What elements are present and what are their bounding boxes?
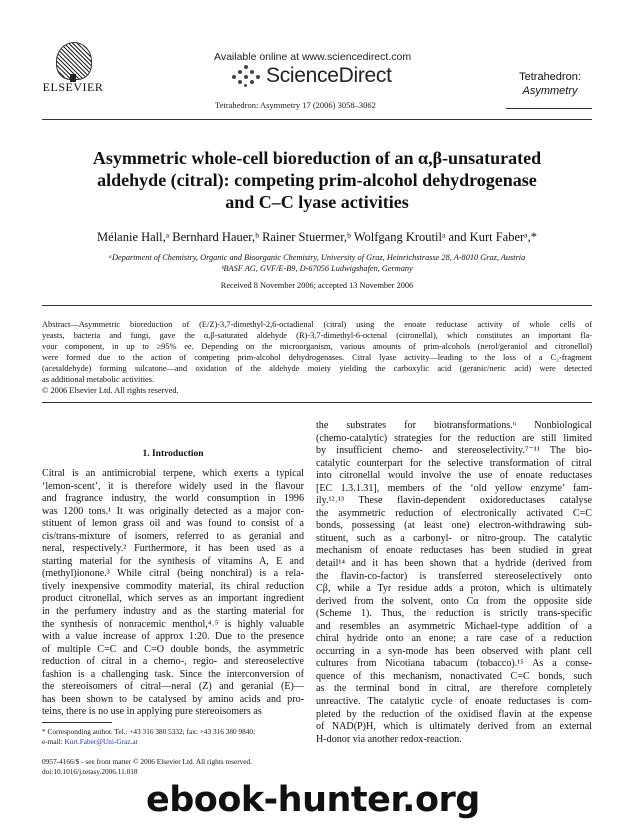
author-list: Mélanie Hall,ᵃ Bernhard Hauer,ᵇ Rainer Stuermer,ᵇ Wolfgang Kroutilᵃ and Kurt Faberᵃ,* [97, 230, 537, 244]
body-text-line: as the terminal bond in citral, are therefore completely [316, 683, 592, 695]
body-text-line: Citral is an antimicrobial terpene, which exerts a typical [42, 468, 304, 479]
abstract-line: (acetaldehyde) forming sulcatone—and oxidation of the aldehyde moiety yielding the carboxylic acid (geranic/neric acid) were detected [42, 363, 592, 373]
body-text-line: starting material for the synthesis of vitamins A, E and [42, 555, 304, 567]
title-line: and C–C lyase activities [225, 192, 409, 212]
body-text-line: cultures from Nicotiana tabacum (tobacco).¹⁵ As a conse- [316, 658, 592, 670]
body-text-line: and fragrance industry, the world consumption in 1996 [42, 493, 304, 505]
body-text-line: the stereoisomers of citral—neral (Z) and geranial (E)— [42, 681, 304, 693]
body-text-line: occurring in a syn-mode has been observed with plant cell [316, 645, 592, 657]
journal-logo-line2: Asymmetry [522, 85, 578, 97]
body-text-line: pleted by the reduction of the oxidised flavin at the expense [316, 708, 592, 720]
body-text-line: Cβ, while a Tyr residue adds a proton, which is ultimately [316, 583, 592, 595]
body-text-line: the asymmetric reduction of electronically activated C=C [316, 507, 592, 519]
abstract-line: were formed due to the action of competing prim-alcohol dehydrogenases. Citral lyase activity—leading to the loss of a C₂-fragment [42, 352, 592, 362]
body-text-line: stituent of lemon grass oil and was found to consist of a [42, 518, 304, 530]
affiliations [42, 252, 592, 274]
affiliation-b: ᵇBASF AG, GVF/E-B9, D-67056 Ludwigshafen, Germany [221, 264, 413, 273]
body-text-line: cis/trans-mixture of isomers, referred to as geranial and [42, 530, 304, 542]
footnote-email-prefix: e-mail: [42, 737, 65, 746]
abstract-line: vour component, in up to ≥95% ee. Depending on the microorganism, various amounts of prim-alcohols (nerol/geraniol and citronellol) [42, 341, 592, 351]
body-text-line: into citronellal would involve the use of enoate reductases [316, 470, 592, 482]
body-text-line: (Scheme 1). Thus, the reduction is strictly trans-specific [316, 608, 592, 620]
sciencedirect-logo [232, 64, 392, 88]
journal-reference: Tetrahedron: Asymmetry 17 (2006) 3058–3062 [215, 100, 376, 110]
body-text-line: neral, respectively.² Furthermore, it has been used as a [42, 543, 304, 555]
body-text-line: derived from the solvent, onto Cα from the opposite side [316, 595, 592, 607]
email-link[interactable]: Kurt.Faber@Uni-Graz.at [64, 737, 138, 746]
body-text-line: of multiple C=C and C=O double bonds, the asymmetric [42, 643, 304, 655]
sciencedirect-wordmark: ScienceDirect [266, 64, 392, 87]
body-text-line: the flavin-co-factor) is transferred stereoselectively onto [316, 570, 592, 582]
abstract [42, 320, 592, 385]
body-text-line: bonds, possessing (at least one) electron-withdrawing sub- [316, 520, 592, 532]
front-matter [42, 757, 252, 777]
abstract-line: yeasts, bacteria and fungi, gave the α,β-saturated aldehyde (R)-3,7-dimethyl-6-octenal (citronellal), which constitutes an important fla- [42, 330, 592, 340]
body-text-line: chiral hydride onto an enone; a rare case of a reduction [316, 633, 592, 645]
body-text-line: quence of this mechanism, nonactivated C=C bonds, such [316, 670, 592, 682]
footnote-line: * Corresponding author. Tel.: +43 316 380 5332; fax: +43 316 380 9840; [42, 727, 256, 736]
body-text-line: in the perfumery industry and as the starting material for [42, 606, 304, 618]
footnote-rule [42, 722, 112, 723]
abstract-line: as additional metabolic activities. [42, 374, 155, 384]
body-text-line: H-donor via another redox-reaction. [316, 733, 462, 745]
body-text-line: ily.¹²˒¹³ These flavin-dependent oxidoreductases catalyse [316, 495, 592, 507]
body-text-line: ‘lemon-scent’, it is therefore widely used in the flavour [42, 480, 304, 492]
body-text-line: catalytic counterpart for the selective transformation of citral [316, 457, 592, 469]
body-text-line: the substrates for biotransformations.⁶ Nonbiological [316, 420, 592, 431]
footnote [42, 727, 312, 747]
body-text-line: fashion is a challenging task. Since the interconversion of [42, 668, 304, 680]
journal-logo [500, 70, 600, 98]
publisher-name: ELSEVIER [42, 80, 104, 94]
body-text-line: teins, there is no use in applying pure stereoisomers as [42, 706, 262, 718]
body-text-line: and resembles an asymmetric Michael-type addition of a [316, 620, 592, 632]
body-text-line: (chemo-catalytic) strategies for the reduction are still limited [316, 432, 592, 444]
body-text-line: unreactive. The catalytic cycle of enoate reductases is com- [316, 696, 592, 708]
body-text-line: was 1200 tons.¹ It was originally detected as a major con- [42, 505, 304, 517]
footnote-line [42, 737, 312, 747]
sciencedirect-dots-icon [232, 65, 260, 87]
right-column [316, 420, 592, 746]
received-dates: Received 8 November 2006; accepted 13 November 2006 [220, 281, 414, 290]
journal-logo-rule [506, 108, 592, 109]
body-text-line: of NAD(P)H, which is ultimately derived from an external [316, 721, 592, 733]
article-title [42, 147, 592, 213]
body-text-line: detail¹⁴ and it has been shown that a hydride (derived from [316, 558, 592, 570]
body-text-line: [EC 1.3.1.31], members of the ‘old yellow enzyme’ fam- [316, 482, 592, 494]
body-text-line: by insufficient chemo- and stereoselectivity.⁷⁻¹¹ The bio- [316, 445, 592, 457]
body-text-line: tively inexpensive commodity material, its chiral reduction [42, 580, 304, 592]
left-column [42, 468, 304, 719]
elsevier-logo [42, 40, 104, 92]
header-divider [42, 119, 592, 120]
body-text-line: mechanism of enoate reductases has been studied in great [316, 545, 592, 557]
front-matter-line: 0957-4166/$ - see front matter © 2006 Elsevier Ltd. All rights reserved. [42, 757, 253, 766]
available-online-text[interactable]: Available online at www.sciencedirect.com [214, 51, 412, 63]
watermark-text: ebook-hunter.org [146, 780, 480, 820]
section-heading: 1. Introduction [142, 449, 204, 459]
title-line: aldehyde (citral): competing prim-alcohol dehydrogenase [97, 170, 537, 190]
body-text-line: product citronellal, which serves as an important ingredient [42, 593, 304, 605]
body-text-line: reduction of citral in a chemo-, regio- and stereoselective [42, 656, 304, 668]
abstract-bottom-divider [42, 402, 592, 403]
affiliation-a: ᵃDepartment of Chemistry, Organic and Bioorganic Chemistry, University of Graz, Heinrichstrasse 28, A-8010 Graz, Austria [108, 253, 526, 262]
body-text-line: (methyl)ionone.³ While citral (being nonchiral) is a rela- [42, 568, 304, 580]
abstract-line: Abstract—Asymmetric bioreduction of (E/Z)-3,7-dimethyl-2,6-octadienal (citral) using the enoate reductase activity of whole cells of [42, 320, 592, 329]
abstract-top-divider [42, 305, 592, 306]
abstract-copyright: © 2006 Elsevier Ltd. All rights reserved. [42, 386, 179, 395]
body-text-line: with a value increase of approx 1:20. Due to the presence [42, 631, 304, 643]
title-line: Asymmetric whole-cell bioreduction of an α,β-unsaturated [92, 148, 542, 168]
journal-logo-line1: Tetrahedron: [519, 71, 581, 83]
body-text-line: has been shown to be catalysed by amino acids and pro- [42, 693, 304, 705]
body-text-line: the synthesis of nonracemic menthol,⁴˒⁵ is highly valuable [42, 618, 304, 630]
doi-line[interactable]: doi:10.1016/j.tetasy.2006.11.018 [42, 767, 138, 776]
body-text-line: stituent, such as a carbonyl- or nitro-group. The catalytic [316, 532, 592, 544]
